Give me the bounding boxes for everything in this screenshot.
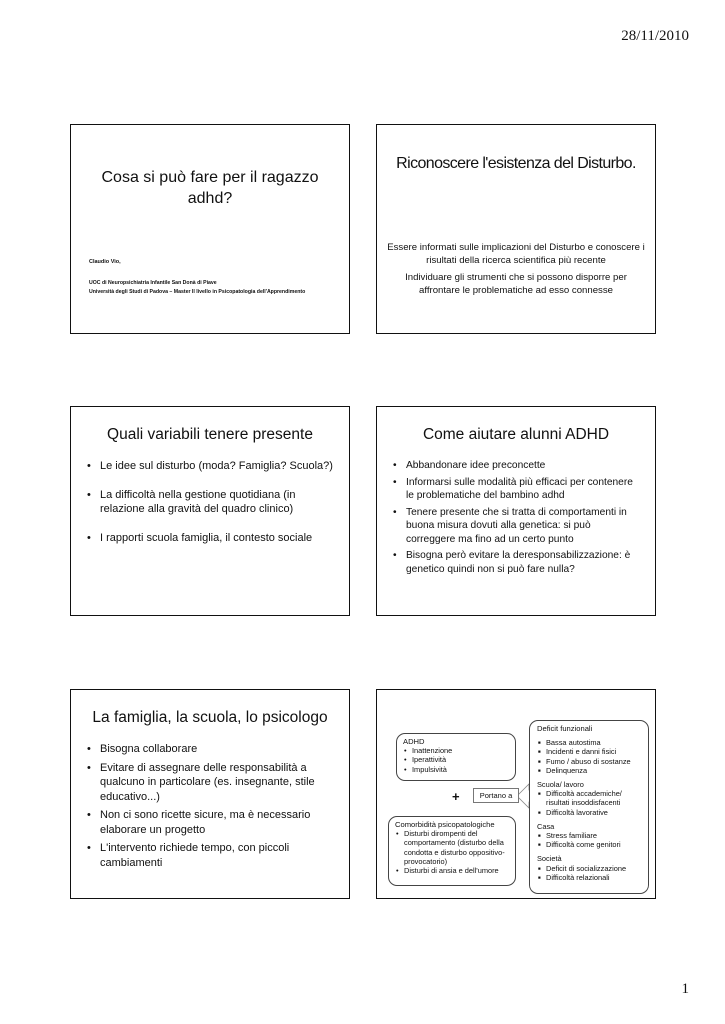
bullet-list <box>393 459 641 579</box>
deficit-list <box>537 738 641 775</box>
bullet-list <box>87 742 335 874</box>
paragraph: Essere informati sulle implicazioni del Disturbo e conoscere i risultati della ricerca scientifica più recente <box>387 242 645 266</box>
list-item: ■ Stress familiare <box>537 831 641 840</box>
list-item: • Iperattività <box>403 755 509 764</box>
list-item: • La difficoltà nella gestione quotidiana (in relazione alla gravità del quadro clinico) <box>87 488 335 517</box>
affiliation <box>89 279 305 297</box>
slide-5 <box>70 689 350 899</box>
slide-title <box>91 167 329 209</box>
box-title: Deficit funzionali <box>537 724 593 733</box>
list-item: • Disturbi dirompenti del comportamento (disturbo della condotta e disturbo oppositivo-provocatorio) <box>395 829 509 866</box>
group-name: Scuola/ lavoro <box>537 780 584 790</box>
comorbidity-list <box>395 829 509 875</box>
group-name: Casa <box>537 821 555 831</box>
group-name: Società <box>537 854 562 864</box>
affiliation-line: Università degli Studi di Padova – Master II livello in Psicopatologia dell'Apprendimento <box>89 289 306 295</box>
box-title: Comorbidità psicopatologiche <box>395 820 495 829</box>
list-item: ■ Deficit di socializzazione <box>537 864 641 873</box>
list-item: • L'intervento richiede tempo, con piccoli cambiamenti <box>87 841 335 870</box>
slide-2 <box>376 124 656 334</box>
list-item: • Abbandonare idee preconcette <box>393 459 641 473</box>
deficit-group <box>537 854 641 882</box>
list-item: ■ Difficoltà relazionali <box>537 873 641 882</box>
list-item: ■ Incidenti e danni fisici <box>537 747 641 756</box>
title-line: adhd? <box>187 190 233 207</box>
list-item: • Tenere presente che si tratta di comportamenti in buona misura dovuti alla genetica: si può correggere ma fino ad un certo punto <box>393 506 641 547</box>
list-item: • I rapporti scuola famiglia, il contesto sociale <box>87 531 335 546</box>
adhd-list <box>403 746 509 774</box>
list-item: • Inattenzione <box>403 746 509 755</box>
slide-body <box>387 241 645 297</box>
slide-4 <box>376 406 656 616</box>
portano-label: Portano a <box>473 788 519 803</box>
comorbidity-box <box>388 816 516 886</box>
slide-6 <box>376 689 656 899</box>
list-item: • Disturbi di ansia e dell'umore <box>395 866 509 875</box>
slide-title: Come aiutare alunni ADHD <box>422 426 610 443</box>
author: Claudio Vio, <box>89 259 121 265</box>
list-item: ■ Delinquenza <box>537 766 641 775</box>
deficit-group <box>537 780 641 817</box>
deficit-list <box>537 831 641 849</box>
slide-1 <box>70 124 350 334</box>
deficit-list <box>537 864 641 882</box>
slide-title: Riconoscere l'esistenza del Disturbo. <box>396 155 636 172</box>
deficit-box <box>529 720 649 894</box>
list-item: • Bisogna collaborare <box>87 742 335 757</box>
list-item: • Bisogna però evitare la deresponsabilizzazione: è genetico quindi non si può fare nulla? <box>393 549 641 576</box>
paragraph: Individuare gli strumenti che si possono disporre per affrontare le problematiche ad esso connesse <box>405 272 627 296</box>
list-item: ■ Fumo / abuso di sostanze <box>537 757 641 766</box>
title-line: Cosa si può fare per il ragazzo <box>101 169 319 186</box>
list-item: • Non ci sono ricette sicure, ma è necessario elaborare un progetto <box>87 808 335 837</box>
deficit-group <box>537 822 641 850</box>
box-title: ADHD <box>403 737 425 746</box>
list-item: • Informarsi sulle modalità più efficaci per contenere le problematiche del bambino adhd <box>393 476 641 503</box>
list-item: • Evitare di assegnare delle responsabilità a qualcuno in particolare (es. insegnante, stile educativo...) <box>87 761 335 805</box>
bullet-list <box>87 459 335 559</box>
affiliation-line: UOC di Neuropsichiatria Infantile San Donà di Piave <box>89 280 217 286</box>
page-number: 1 <box>681 981 689 997</box>
plus-sign: + <box>452 789 460 804</box>
slide-title: La famiglia, la scuola, lo psicologo <box>92 709 328 726</box>
slide-title: Quali variabili tenere presente <box>107 426 313 443</box>
deficit-list <box>537 789 641 817</box>
adhd-box <box>396 733 516 781</box>
list-item: ■ Bassa autostima <box>537 738 641 747</box>
list-item: ■ Difficoltà come genitori <box>537 840 641 849</box>
slide-3 <box>70 406 350 616</box>
list-item: ■ Difficoltà lavorative <box>537 808 641 817</box>
list-item: • Le idee sul disturbo (moda? Famiglia? Scuola?) <box>87 459 335 474</box>
deficit-group <box>537 738 641 775</box>
list-item: • Impulsività <box>403 765 509 774</box>
date-header: 28/11/2010 <box>621 28 689 44</box>
list-item: ■ Difficoltà accademiche/ risultati insoddisfacenti <box>537 789 641 807</box>
